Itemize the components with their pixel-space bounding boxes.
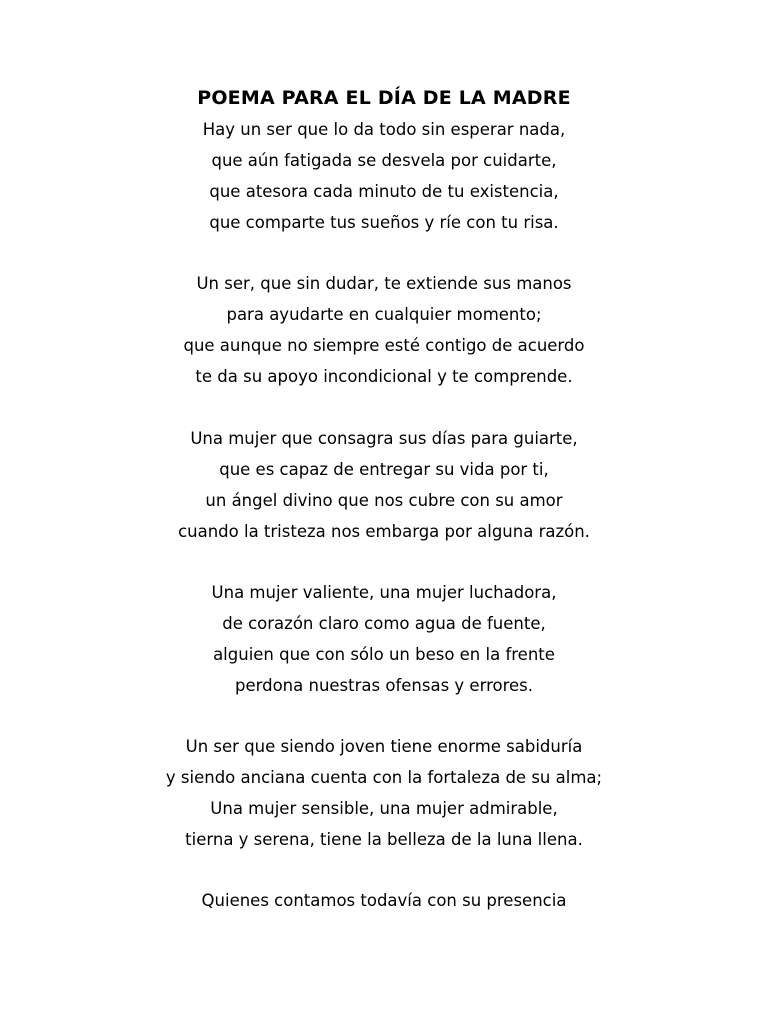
poem-line: Un ser que siendo joven tiene enorme sabiduría bbox=[185, 737, 583, 756]
poem-line: que aún fatigada se desvela por cuidarte, bbox=[211, 151, 557, 170]
stanza-6 bbox=[0, 885, 768, 916]
stanza-5 bbox=[0, 731, 768, 855]
poem-line: que aunque no siempre esté contigo de acuerdo bbox=[183, 336, 585, 355]
poem-title: POEMA PARA EL DÍA DE LA MADRE bbox=[197, 87, 571, 109]
poem-line: Una mujer sensible, una mujer admirable, bbox=[210, 799, 558, 818]
poem-line: que comparte tus sueños y ríe con tu risa. bbox=[209, 213, 559, 232]
stanza-2 bbox=[0, 268, 768, 392]
stanza-3 bbox=[0, 423, 768, 547]
poem-line: de corazón claro como agua de fuente, bbox=[222, 614, 546, 633]
poem-line: y siendo anciana cuenta con la fortaleza de su alma; bbox=[165, 768, 603, 787]
poem-line: cuando la tristeza nos embarga por alguna razón. bbox=[178, 522, 590, 541]
poem-line: alguien que con sólo un beso en la frente bbox=[213, 645, 555, 664]
poem-line: Quienes contamos todavía con su presencia bbox=[201, 891, 567, 910]
poem-line: Una mujer valiente, una mujer luchadora, bbox=[211, 583, 557, 602]
poem-line: que atesora cada minuto de tu existencia, bbox=[209, 182, 559, 201]
poem-line: Una mujer que consagra sus días para guiarte, bbox=[190, 429, 578, 448]
poem-line: te da su apoyo incondicional y te comprende. bbox=[195, 367, 573, 386]
poem-line: que es capaz de entregar su vida por ti, bbox=[219, 460, 549, 479]
poem-line: Un ser, que sin dudar, te extiende sus manos bbox=[196, 274, 572, 293]
poem-line: un ángel divino que nos cubre con su amor bbox=[205, 491, 563, 510]
stanza-1 bbox=[0, 114, 768, 238]
poem-line: tierna y serena, tiene la belleza de la luna llena. bbox=[185, 830, 583, 849]
poem-line: Hay un ser que lo da todo sin esperar nada, bbox=[202, 120, 566, 139]
stanza-4 bbox=[0, 577, 768, 701]
poem-line: perdona nuestras ofensas y errores. bbox=[234, 676, 533, 695]
poem-line: para ayudarte en cualquier momento; bbox=[226, 305, 542, 324]
